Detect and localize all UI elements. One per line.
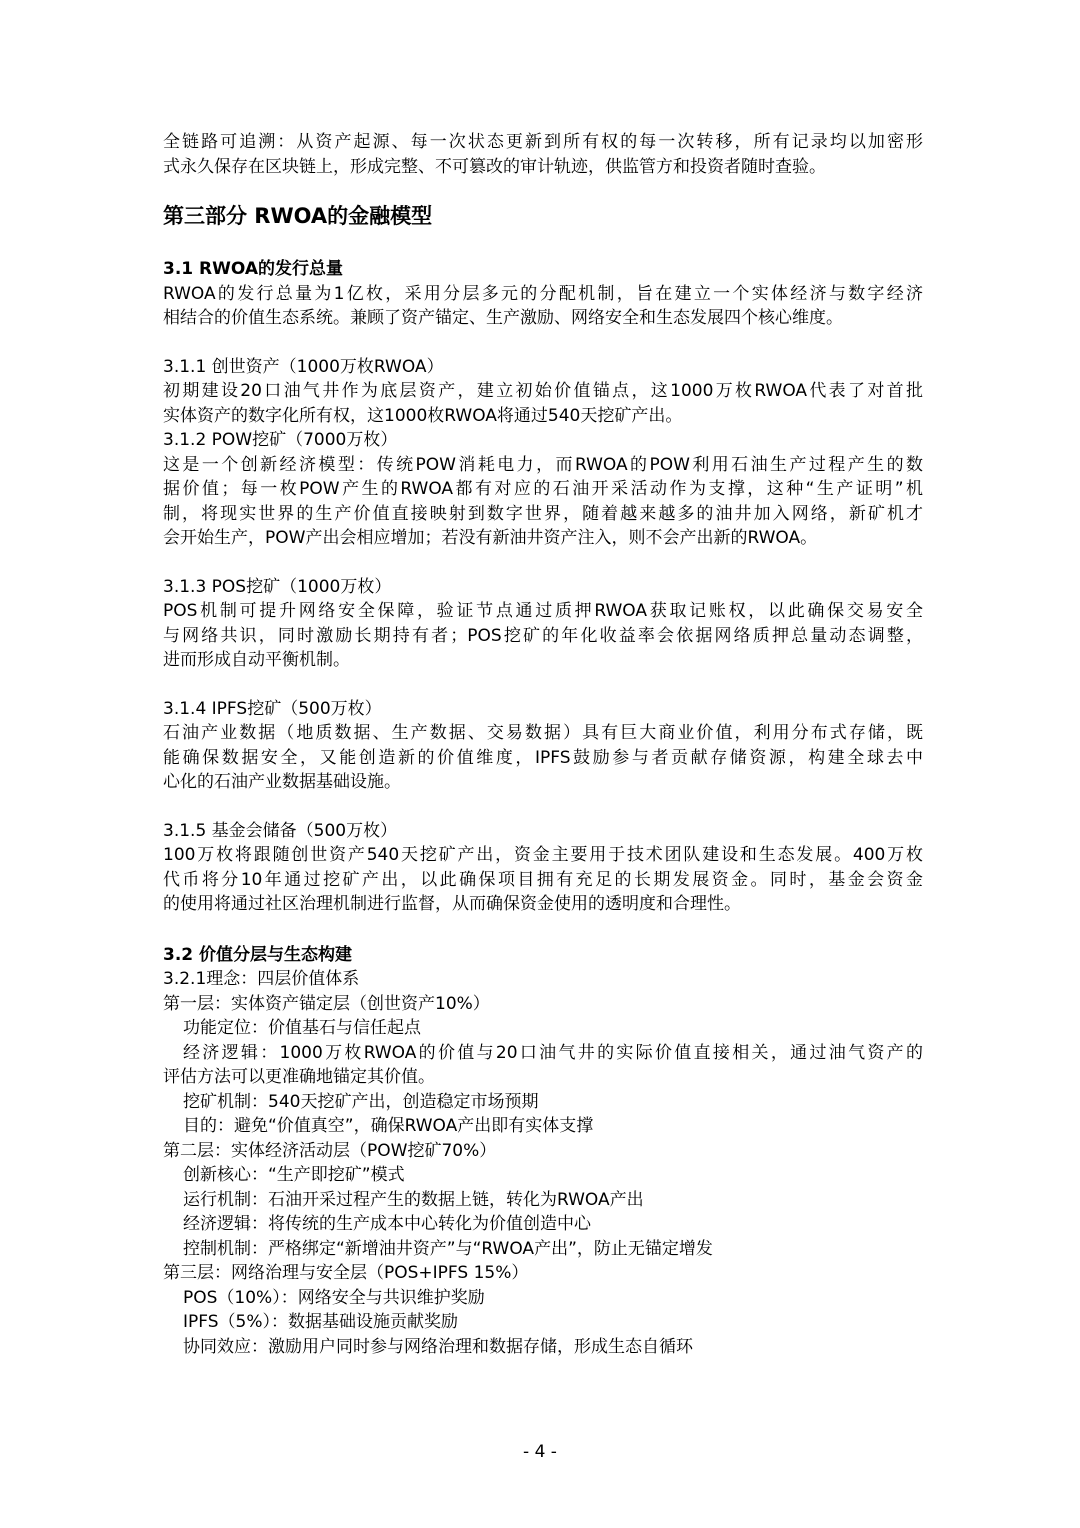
section-title: 3.2 价值分层与生态构建 (163, 944, 353, 965)
layer-title: 第二层：实体经济活动层（POW挖矿70%） (163, 1140, 497, 1161)
list-item: 功能定位：价值基石与信任起点 (183, 1018, 421, 1038)
paragraph-line: 据价值；每一枚POW产生的RWOA都有对应的石油开采活动作为支撑，这种“生产证明”机 (163, 479, 923, 499)
subsection-title: 3.1.3 POS挖矿（1000万枚） (163, 576, 392, 597)
paragraph-line: 这是一个创新经济模型：传统POW消耗电力，而RWOA的POW利用石油生产过程产生的数 (163, 454, 923, 475)
paragraph-line: 进而形成自动平衡机制。 (163, 650, 350, 670)
paragraph-line: 能确保数据安全，又能创造新的价值维度，IPFS鼓励参与者贡献存储资源，构建全球去中 (163, 747, 923, 768)
page-number: - 4 - (523, 1442, 557, 1462)
paragraph-line: 100万枚将跟随创世资产540天挖矿产出，资金主要用于技术团队建设和生态发展。400万枚 (163, 845, 923, 865)
list-item: 运行机制：石油开采过程产生的数据上链，转化为RWOA产出 (183, 1189, 644, 1210)
list-item: POS（10%）：网络安全与共识维护奖励 (183, 1287, 485, 1308)
list-item: IPFS（5%）：数据基础设施贡献奖励 (183, 1312, 459, 1332)
list-item: 协同效应：激励用户同时参与网络治理和数据存储，形成生态自循环 (183, 1336, 693, 1357)
subsection-title: 3.1.2 POW挖矿（7000万枚） (163, 430, 398, 450)
paragraph-line: 代币将分10年通过挖矿产出，以此确保项目拥有充足的长期发展资金。同时，基金会资金 (163, 869, 923, 890)
paragraph-line: 会开始生产，POW产出会相应增加；若没有新油井资产注入，则不会产出新的RWOA。 (163, 528, 818, 548)
page-content (163, 130, 923, 1359)
layer-title: 第三层：网络治理与安全层（POS+IPFS 15%） (163, 1263, 529, 1283)
subsection-title: 3.1.4 IPFS挖矿（500万枚） (163, 698, 382, 719)
list-item: 控制机制：严格绑定“新增油井资产”与“RWOA产出”，防止无锚定增发 (183, 1238, 713, 1259)
intro-line: 式永久保存在区块链上，形成完整、不可篡改的审计轨迹，供监管方和投资者随时查验。 (163, 156, 826, 177)
paragraph-line: 实体资产的数字化所有权，这1000枚RWOA将通过540天挖矿产出。 (163, 405, 683, 426)
intro-line: 全链路可追溯：从资产起源、每一次状态更新到所有权的每一次转移，所有记录均以加密形 (163, 132, 923, 152)
layer-title: 第一层：实体资产锚定层（创世资产10%） (163, 993, 490, 1014)
paragraph-line: 心化的石油产业数据基础设施。 (163, 772, 401, 792)
subsection-title: 3.1.5 基金会储备（500万枚） (163, 820, 398, 841)
list-item: 经济逻辑：将传统的生产成本中心转化为价值创造中心 (183, 1214, 591, 1234)
paragraph-line: RWOA的发行总量为1亿枚，采用分层多元的分配机制，旨在建立一个实体经济与数字经济 (163, 283, 923, 304)
part-title: 第三部分 RWOA的金融模型 (163, 204, 433, 228)
paragraph-line: POS机制可提升网络安全保障，验证节点通过质押RWOA获取记账权，以此确保交易安全 (163, 601, 923, 621)
list-item: 创新核心：“生产即挖矿”模式 (183, 1165, 405, 1185)
paragraph-line: 初期建设20口油气井作为底层资产，建立初始价值锚点，这1000万枚RWOA代表了对首批 (163, 381, 923, 401)
paragraph-line: 制，将现实世界的生产价值直接映射到数字世界，随着越来越多的油井加入网络，新矿机才 (163, 503, 923, 524)
subsection-title: 3.1.1 创世资产（1000万枚RWOA） (163, 356, 444, 377)
paragraph-line: 石油产业数据（地质数据、生产数据、交易数据）具有巨大商业价值，利用分布式存储，既 (163, 723, 923, 743)
paragraph-line: 的使用将通过社区治理机制进行监督，从而确保资金使用的透明度和合理性。 (163, 894, 741, 914)
list-item-continuation: 评估方法可以更准确地锚定其价值。 (163, 1067, 435, 1087)
paragraph-line: 与网络共识，同时激励长期持有者；POS挖矿的年化收益率会依据网络质押总量动态调整， (163, 625, 923, 646)
subsection-title: 3.2.1理念：四层价值体系 (163, 969, 360, 989)
list-item: 目的：避免“价值真空”，确保RWOA产出即有实体支撑 (183, 1116, 594, 1136)
paragraph-line: 相结合的价值生态系统。兼顾了资产锚定、生产激励、网络安全和生态发展四个核心维度。 (163, 308, 843, 328)
list-item: 经济逻辑：1000万枚RWOA的价值与20口油气井的实际价值直接相关，通过油气资产的 (183, 1042, 923, 1063)
list-item: 挖矿机制：540天挖矿产出，创造稳定市场预期 (183, 1091, 539, 1112)
section-title: 3.1 RWOA的发行总量 (163, 259, 344, 279)
